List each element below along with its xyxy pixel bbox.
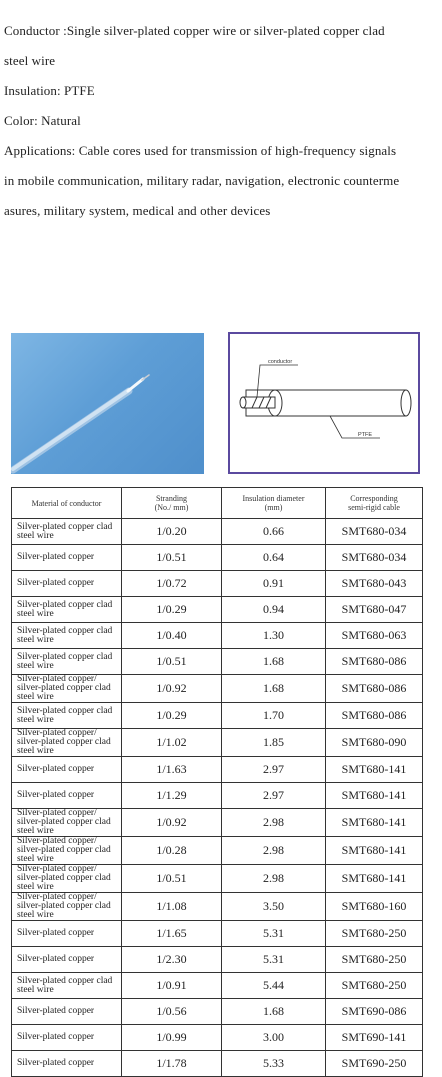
color-text: Color: Natural [4,113,81,128]
stranding-cell: 1/1.08 [122,893,222,921]
material-cell: Silver-plated copper/ silver-plated copper clad steel wire [12,837,122,865]
stranding-cell: 1/0.72 [122,571,222,597]
semi-rigid-cable-cell: SMT680-141 [326,837,423,865]
cable-photo-image [11,333,204,474]
material-cell: Silver-plated copper [12,545,122,571]
material-cell: Silver-plated copper clad steel wire [12,973,122,999]
table-row [12,729,423,757]
material-cell: Silver-plated copper [12,783,122,809]
semi-rigid-cable-cell: SMT680-141 [326,809,423,837]
material-cell: Silver-plated copper clad steel wire [12,623,122,649]
header-semi-rigid-cable: Corresponding semi-rigid cable [326,488,423,519]
stranding-cell: 1/2.30 [122,947,222,973]
material-cell: Silver-plated copper/ silver-plated copper clad steel wire [12,893,122,921]
stranding-cell: 1/1.02 [122,729,222,757]
table-row [12,571,423,597]
table-row [12,649,423,675]
insulation-diameter-cell: 2.97 [222,757,326,783]
stranding-cell: 1/0.51 [122,865,222,893]
stranding-cell: 1/0.91 [122,973,222,999]
semi-rigid-cable-cell: SMT680-034 [326,545,423,571]
material-cell: Silver-plated copper/ silver-plated copper clad steel wire [12,865,122,893]
insulation-diameter-cell: 3.50 [222,893,326,921]
table-row [12,837,423,865]
material-cell: Silver-plated copper/ silver-plated copper clad steel wire [12,675,122,703]
table-row [12,893,423,921]
insulation-diameter-cell: 2.98 [222,865,326,893]
insulation-diameter-cell: 2.98 [222,837,326,865]
spec-table-body [12,519,423,1077]
insulation-diameter-cell: 2.97 [222,783,326,809]
table-row [12,1025,423,1051]
insulation-diameter-cell: 0.64 [222,545,326,571]
header-stranding: Stranding (No./ mm) [122,488,222,519]
semi-rigid-cable-cell: SMT680-090 [326,729,423,757]
insulation-diameter-cell: 5.31 [222,947,326,973]
table-row [12,973,423,999]
conductor-label: conductor [268,359,293,365]
cable-diagram-drawing [230,334,418,472]
stranding-cell: 1/0.40 [122,623,222,649]
insulation-diameter-cell: 0.94 [222,597,326,623]
table-row [12,921,423,947]
insulation-diameter-cell: 1.68 [222,675,326,703]
insulation-diameter-cell: 0.66 [222,519,326,545]
material-cell: Silver-plated copper [12,1025,122,1051]
table-row [12,545,423,571]
semi-rigid-cable-cell: SMT680-086 [326,649,423,675]
applications-text-continued: in mobile communication, military radar, navigation, electronic counterme [4,173,400,188]
material-cell: Silver-plated copper [12,921,122,947]
insulation-diameter-cell: 5.31 [222,921,326,947]
insulation-diameter-cell: 1.68 [222,649,326,675]
applications-text-end: asures, military system, medical and other devices [4,203,271,218]
insulation-diameter-cell: 5.44 [222,973,326,999]
spec-table [11,487,423,1077]
material-cell: Silver-plated copper [12,999,122,1025]
stranding-cell: 1/0.29 [122,703,222,729]
stranding-cell: 1/0.92 [122,675,222,703]
conductor-text-continued: steel wire [4,53,56,68]
stranding-cell: 1/0.51 [122,649,222,675]
table-row [12,597,423,623]
material-cell: Silver-plated copper [12,947,122,973]
table-row [12,947,423,973]
stranding-cell: 1/0.28 [122,837,222,865]
table-row [12,675,423,703]
conductor-text: Conductor :Single silver-plated copper wire or silver-plated copper clad [4,23,385,38]
insulation-text: Insulation: PTFE [4,83,95,98]
insulation-diameter-cell: 1.70 [222,703,326,729]
semi-rigid-cable-cell: SMT690-086 [326,999,423,1025]
stranding-cell: 1/1.29 [122,783,222,809]
table-row [12,1051,423,1077]
material-cell: Silver-plated copper/ silver-plated copper clad steel wire [12,729,122,757]
material-cell: Silver-plated copper clad steel wire [12,649,122,675]
insulation-diameter-cell: 2.98 [222,809,326,837]
table-row [12,865,423,893]
stranding-cell: 1/0.20 [122,519,222,545]
semi-rigid-cable-cell: SMT680-141 [326,783,423,809]
material-cell: Silver-plated copper/ silver-plated copper clad steel wire [12,809,122,837]
semi-rigid-cable-cell: SMT680-047 [326,597,423,623]
semi-rigid-cable-cell: SMT680-141 [326,757,423,783]
stranding-cell: 1/1.63 [122,757,222,783]
ptfe-label: PTFE [358,432,373,438]
table-row [12,623,423,649]
applications-text: Applications: Cable cores used for transmission of high-frequency signals [4,143,397,158]
stranding-cell: 1/0.56 [122,999,222,1025]
material-cell: Silver-plated copper clad steel wire [12,703,122,729]
table-row [12,703,423,729]
table-row [12,809,423,837]
semi-rigid-cable-cell: SMT680-160 [326,893,423,921]
cable-photo [11,333,204,474]
semi-rigid-cable-cell: SMT680-034 [326,519,423,545]
material-cell: Silver-plated copper [12,1051,122,1077]
table-header-row [12,488,423,519]
semi-rigid-cable-cell: SMT690-250 [326,1051,423,1077]
semi-rigid-cable-cell: SMT680-043 [326,571,423,597]
header-insulation-diameter: Insulation diameter (mm) [222,488,326,519]
semi-rigid-cable-cell: SMT680-141 [326,865,423,893]
product-description [4,0,440,226]
table-row [12,783,423,809]
material-cell: Silver-plated copper [12,571,122,597]
stranding-cell: 1/1.65 [122,921,222,947]
stranding-cell: 1/0.51 [122,545,222,571]
semi-rigid-cable-cell: SMT690-141 [326,1025,423,1051]
header-material: Material of conductor [12,488,122,519]
stranding-cell: 1/0.99 [122,1025,222,1051]
semi-rigid-cable-cell: SMT680-086 [326,675,423,703]
table-row [12,757,423,783]
semi-rigid-cable-cell: SMT680-250 [326,973,423,999]
insulation-diameter-cell: 3.00 [222,1025,326,1051]
table-row [12,999,423,1025]
stranding-cell: 1/0.92 [122,809,222,837]
semi-rigid-cable-cell: SMT680-086 [326,703,423,729]
material-cell: Silver-plated copper clad steel wire [12,519,122,545]
semi-rigid-cable-cell: SMT680-250 [326,947,423,973]
material-cell: Silver-plated copper [12,757,122,783]
insulation-diameter-cell: 5.33 [222,1051,326,1077]
insulation-diameter-cell: 1.85 [222,729,326,757]
material-cell: Silver-plated copper clad steel wire [12,597,122,623]
stranding-cell: 1/1.78 [122,1051,222,1077]
insulation-diameter-cell: 1.68 [222,999,326,1025]
semi-rigid-cable-cell: SMT680-063 [326,623,423,649]
insulation-diameter-cell: 1.30 [222,623,326,649]
semi-rigid-cable-cell: SMT680-250 [326,921,423,947]
cable-diagram [228,332,420,474]
table-row [12,519,423,545]
insulation-diameter-cell: 0.91 [222,571,326,597]
stranding-cell: 1/0.29 [122,597,222,623]
